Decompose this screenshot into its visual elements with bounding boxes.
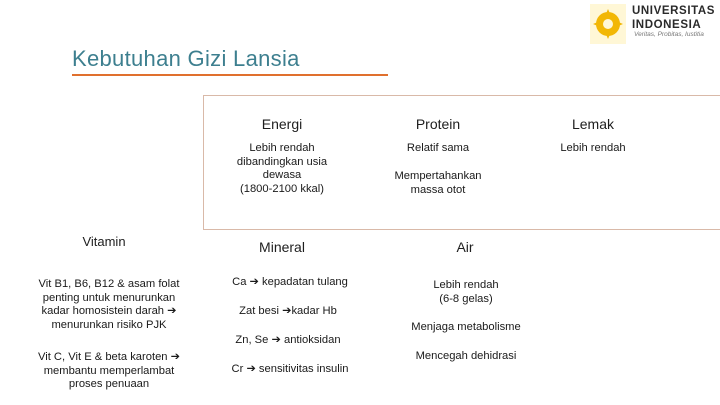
- mineral-item-left: Cr: [231, 363, 244, 375]
- arrow-icon: ➔: [246, 363, 256, 375]
- makara-emblem-icon: [590, 4, 626, 44]
- vitamin-line: [14, 305, 204, 319]
- protein-text-1: Relatif sama: [406, 142, 470, 154]
- arrow-icon: ➔: [170, 351, 181, 363]
- energi-line: (1800-2100 kkal): [240, 182, 324, 195]
- mineral-item-right: sensitivitas insulin: [258, 363, 349, 375]
- vitamin-line: [14, 351, 204, 365]
- air-text-3: Mencegah dehidrasi: [415, 350, 517, 362]
- title-underline: [72, 74, 388, 76]
- mineral-item-right: kepadatan tulang: [262, 276, 348, 288]
- mineral-item: [208, 276, 372, 290]
- mineral-item: [208, 334, 368, 348]
- arrow-icon: ➔: [282, 305, 292, 317]
- mineral-item: [208, 305, 368, 319]
- lemak-text: Lebih rendah: [560, 142, 626, 154]
- mineral-header: Mineral: [259, 239, 305, 255]
- energi-header: Energi: [261, 116, 303, 132]
- energi-line: dibandingkan usia: [236, 155, 328, 168]
- air-line: (6-8 gelas): [439, 292, 493, 305]
- energi-text: [214, 142, 350, 196]
- vitamin-line-text: kadar homosistein darah: [41, 305, 165, 317]
- protein-text-2: [368, 170, 508, 197]
- arrow-icon: ➔: [249, 276, 259, 288]
- protein-header: Protein: [415, 116, 461, 132]
- mineral-item-left: Zn, Se: [235, 334, 269, 346]
- air-text-1: [396, 279, 536, 306]
- university-name-line2: INDONESIA: [632, 19, 702, 31]
- air-line: Lebih rendah: [433, 279, 499, 291]
- protein-line: massa otot: [410, 183, 466, 196]
- university-tagline: Veritas, Probitas, Iustitia: [634, 31, 704, 38]
- vitamin-line: menurunkan risiko PJK: [51, 318, 167, 331]
- mineral-item: [208, 363, 372, 377]
- energi-line: dewasa: [262, 169, 302, 181]
- mineral-item-left: Zat besi: [239, 305, 279, 317]
- arrow-icon: ➔: [271, 334, 281, 346]
- mineral-item-right: kadar Hb: [291, 305, 337, 317]
- university-name-line1: UNIVERSITAS: [632, 5, 716, 17]
- vitamin-line: penting untuk menurunkan: [42, 291, 176, 304]
- air-text-2: Menjaga metabolisme: [411, 321, 521, 333]
- mineral-item-right: antioksidan: [283, 334, 341, 346]
- university-name: [632, 5, 715, 31]
- arrow-icon: ➔: [167, 305, 177, 317]
- page-title: Kebutuhan Gizi Lansia: [72, 46, 300, 71]
- vitamin-line-text: Vit C, Vit E & beta karoten: [37, 351, 168, 363]
- vitamin-item-1: [14, 278, 204, 332]
- air-header: Air: [456, 239, 474, 255]
- protein-line: Mempertahankan: [394, 170, 482, 182]
- vitamin-header: Vitamin: [82, 234, 126, 249]
- energi-line: Lebih rendah: [249, 142, 315, 154]
- vitamin-line: membantu memperlambat: [43, 364, 175, 377]
- vitamin-item-2: [14, 351, 204, 392]
- vitamin-line: Vit B1, B6, B12 & asam folat: [38, 278, 180, 290]
- mineral-item-left: Ca: [232, 276, 247, 288]
- lemak-header: Lemak: [571, 116, 615, 132]
- vitamin-line: proses penuaan: [68, 378, 150, 390]
